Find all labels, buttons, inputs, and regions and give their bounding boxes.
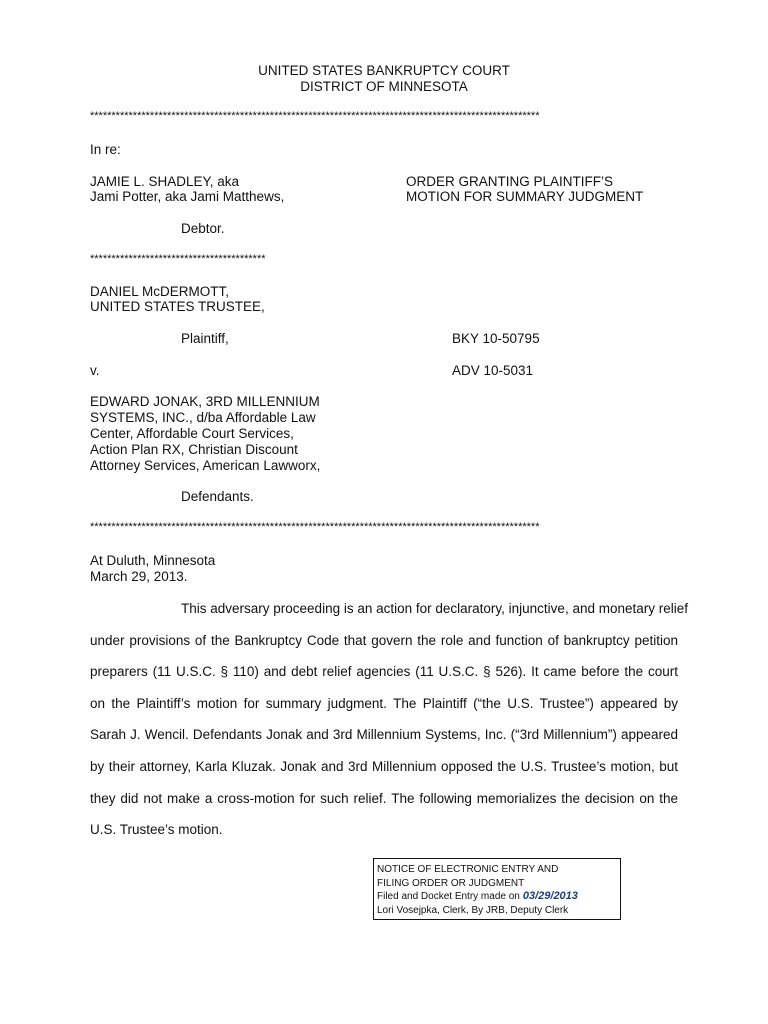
body-line: by their attorney, Karla Kluzak. Jonak and 3rd Millennium opposed the U.S. Trustee’s motion, but	[90, 759, 678, 774]
in-re-label: In re:	[90, 142, 121, 157]
debtor-name-line-2: Jami Potter, aka Jami Matthews,	[90, 189, 285, 204]
plaintiff-label: Plaintiff,	[181, 331, 229, 346]
notice-line-3: Filed and Docket Entry made on	[377, 891, 520, 902]
body-line: preparers (11 U.S.C. § 110) and debt relief agencies (11 U.S.C. § 526). It came before the court	[90, 664, 678, 679]
defendant-line: EDWARD JONAK, 3RD MILLENNIUM	[90, 394, 320, 409]
body-line: they did not make a cross-motion for such relief. The following memorializes the decision on the	[90, 791, 678, 806]
separator-top: *********************************************************************************************************	[90, 110, 540, 122]
electronic-entry-notice	[373, 858, 621, 920]
defendant-line: Action Plan RX, Christian Discount	[90, 442, 298, 457]
dateline-place: At Duluth, Minnesota	[90, 553, 216, 568]
plaintiff-name-line-1: DANIEL McDERMOTT,	[90, 284, 230, 299]
bky-case-number: BKY 10-50795	[452, 331, 540, 346]
debtor-name-line-1: JAMIE L. SHADLEY, aka	[90, 174, 240, 189]
separator-bottom: *********************************************************************************************************	[90, 521, 540, 533]
defendants-label: Defendants.	[181, 489, 254, 504]
court-name: UNITED STATES BANKRUPTCY COURT	[258, 63, 510, 78]
body-line: Sarah J. Wencil. Defendants Jonak and 3rd Millennium Systems, Inc. (“3rd Millennium”) appeared	[90, 727, 678, 742]
order-title-line-1: ORDER GRANTING PLAINTIFF’S	[406, 174, 614, 189]
body-line: U.S. Trustee’s motion.	[90, 822, 223, 837]
separator-short: *****************************************	[90, 253, 266, 265]
dateline-date: March 29, 2013.	[90, 569, 188, 584]
notice-line-1: NOTICE OF ELECTRONIC ENTRY AND	[377, 864, 559, 875]
defendant-line: SYSTEMS, INC., d/ba Affordable Law	[90, 410, 316, 425]
notice-line-4: Lori Vosejpka, Clerk, By JRB, Deputy Clerk	[377, 904, 569, 916]
body-line: under provisions of the Bankruptcy Code that govern the role and function of bankruptcy petition	[90, 633, 678, 648]
court-district: DISTRICT OF MINNESOTA	[300, 79, 468, 94]
notice-filed-line	[377, 890, 617, 904]
body-line: This adversary proceeding is an action for declaratory, injunctive, and monetary relief	[181, 601, 689, 616]
order-title-line-2: MOTION FOR SUMMARY JUDGMENT	[406, 189, 644, 204]
notice-line-2: FILING ORDER OR JUDGMENT	[377, 877, 525, 889]
body-line: on the Plaintiff’s motion for summary judgment. The Plaintiff (“the U.S. Trustee”) appeared by	[90, 696, 678, 711]
defendant-line: Attorney Services, American Lawworx,	[90, 458, 321, 473]
plaintiff-name-line-2: UNITED STATES TRUSTEE,	[90, 299, 265, 314]
debtor-label: Debtor.	[181, 221, 225, 236]
notice-date: 03/29/2013	[522, 890, 578, 902]
defendant-line: Center, Affordable Court Services,	[90, 426, 294, 441]
adv-case-number: ADV 10-5031	[452, 363, 534, 378]
versus-label: v.	[90, 363, 100, 378]
